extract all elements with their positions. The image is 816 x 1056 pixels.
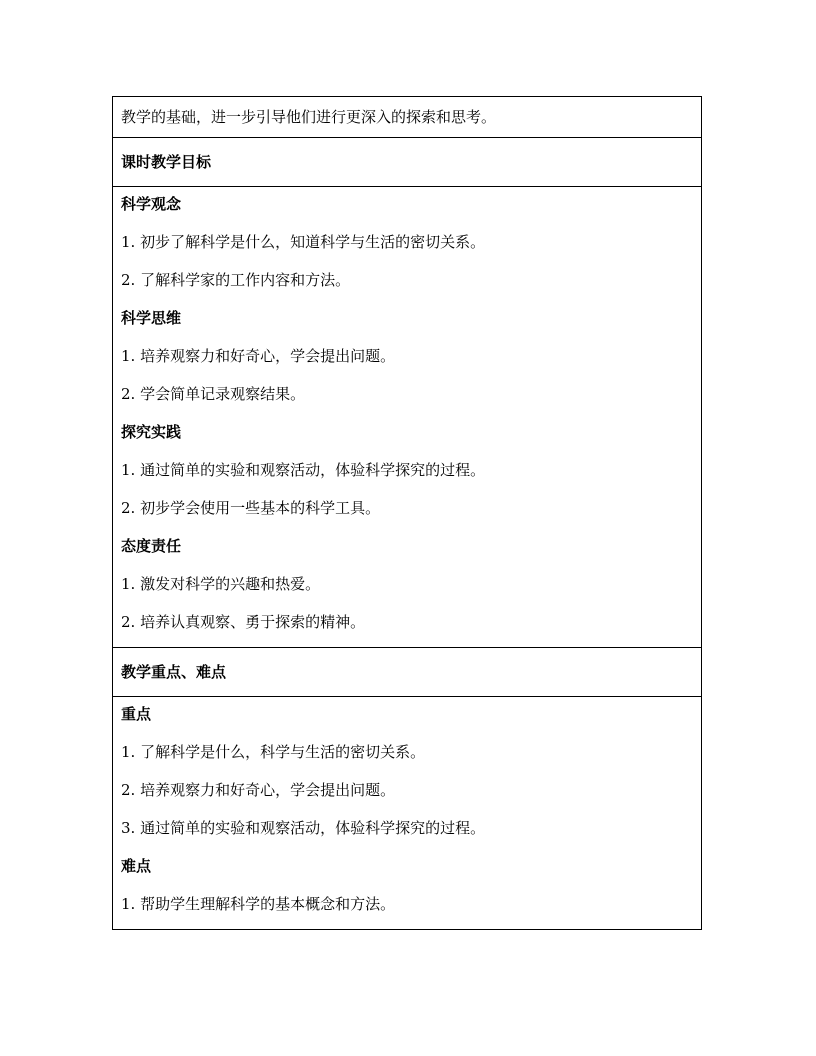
objective-item: 2. 培养认真观察、勇于探索的精神。	[121, 613, 366, 631]
key-point-group-title: 重点	[121, 705, 152, 723]
objective-group-title: 探究实践	[121, 423, 182, 441]
objectives-heading-cell	[113, 137, 701, 186]
objective-item: 1. 通过简单的实验和观察活动，体验科学探究的过程。	[121, 461, 486, 479]
key-point-item: 1. 帮助学生理解科学的基本概念和方法。	[121, 895, 396, 913]
objective-group-title: 态度责任	[121, 537, 182, 555]
objectives-heading: 课时教学目标	[121, 153, 212, 171]
objective-group-title: 科学思维	[121, 309, 182, 327]
key-points-body-cell	[113, 696, 701, 929]
objective-item: 2. 了解科学家的工作内容和方法。	[121, 271, 351, 289]
objective-item: 2. 学会简单记录观察结果。	[121, 385, 306, 403]
key-point-group-title: 难点	[121, 857, 152, 875]
key-point-item: 3. 通过简单的实验和观察活动，体验科学探究的过程。	[121, 819, 486, 837]
key-point-item: 1. 了解科学是什么，科学与生活的密切关系。	[121, 743, 426, 761]
objective-item: 1. 培养观察力和好奇心，学会提出问题。	[121, 347, 396, 365]
key-points-heading: 教学重点、难点	[121, 663, 227, 681]
intro-text: 教学的基础，进一步引导他们进行更深入的探索和思考。	[121, 108, 497, 126]
key-points-heading-cell	[113, 647, 701, 696]
objective-group-title: 科学观念	[121, 195, 182, 213]
key-point-item: 2. 培养观察力和好奇心，学会提出问题。	[121, 781, 396, 799]
intro-cell	[113, 97, 701, 137]
lesson-plan-table	[112, 96, 702, 930]
objective-item: 1. 初步了解科学是什么，知道科学与生活的密切关系。	[121, 233, 486, 251]
objective-item: 1. 激发对科学的兴趣和热爱。	[121, 575, 321, 593]
objective-item: 2. 初步学会使用一些基本的科学工具。	[121, 499, 381, 517]
objectives-body-cell	[113, 186, 701, 647]
